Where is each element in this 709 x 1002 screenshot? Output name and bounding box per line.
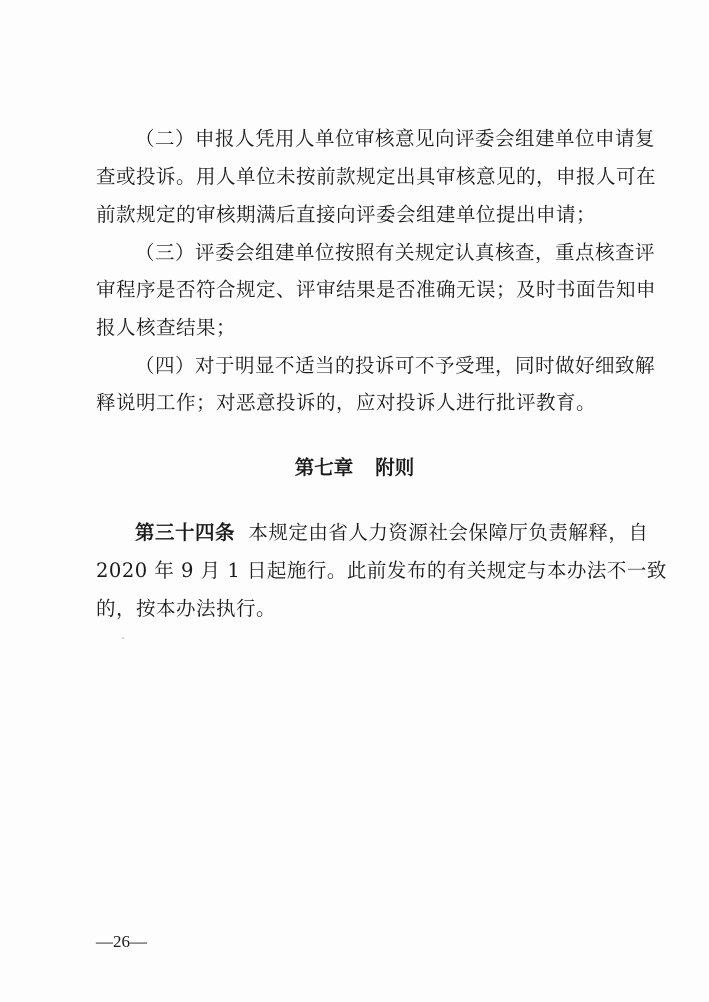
paragraph-2-line-1: （二）申报人凭用人单位审核意见向评委会组建单位申请复 — [135, 127, 656, 150]
article-34-line-1 — [135, 521, 649, 544]
article-34-line-3: 的，按本办法执行。 — [96, 597, 277, 620]
chapter-heading — [0, 457, 709, 479]
paragraph-2-line-2: 查或投诉。用人单位未按前款规定出具审核意见的，申报人可在 — [96, 165, 657, 188]
paragraph-3-line-3: 报人核查结果； — [96, 316, 237, 339]
chapter-number: 第七章 — [294, 456, 354, 479]
paragraph-4-line-2: 释说明工作；对恶意投诉的，应对投诉人进行批评教育。 — [96, 391, 597, 414]
paragraph-3-line-1: （三）评委会组建单位按照有关规定认真核查，重点核查评 — [135, 241, 656, 264]
scan-speck — [122, 637, 124, 639]
article-number: 第三十四条 — [135, 521, 236, 544]
paragraph-3-line-2: 审程序是否符合规定、评审结果是否准确无误；及时书面告知申 — [96, 278, 657, 301]
chapter-title: 附则 — [375, 456, 415, 479]
article-34-line-1-text: 本规定由省人力资源社会保障厅负责解释，自 — [248, 521, 649, 544]
article-34-line-2: 2020 年 9 月 1 日起施行。此前发布的有关规定与本办法不一致 — [96, 559, 667, 582]
page-number: —26— — [96, 932, 147, 951]
paragraph-4-line-1: （四）对于明显不适当的投诉可不予受理，同时做好细致解 — [135, 354, 656, 377]
paragraph-2-line-3: 前款规定的审核期满后直接向评委会组建单位提出申请； — [96, 203, 597, 226]
